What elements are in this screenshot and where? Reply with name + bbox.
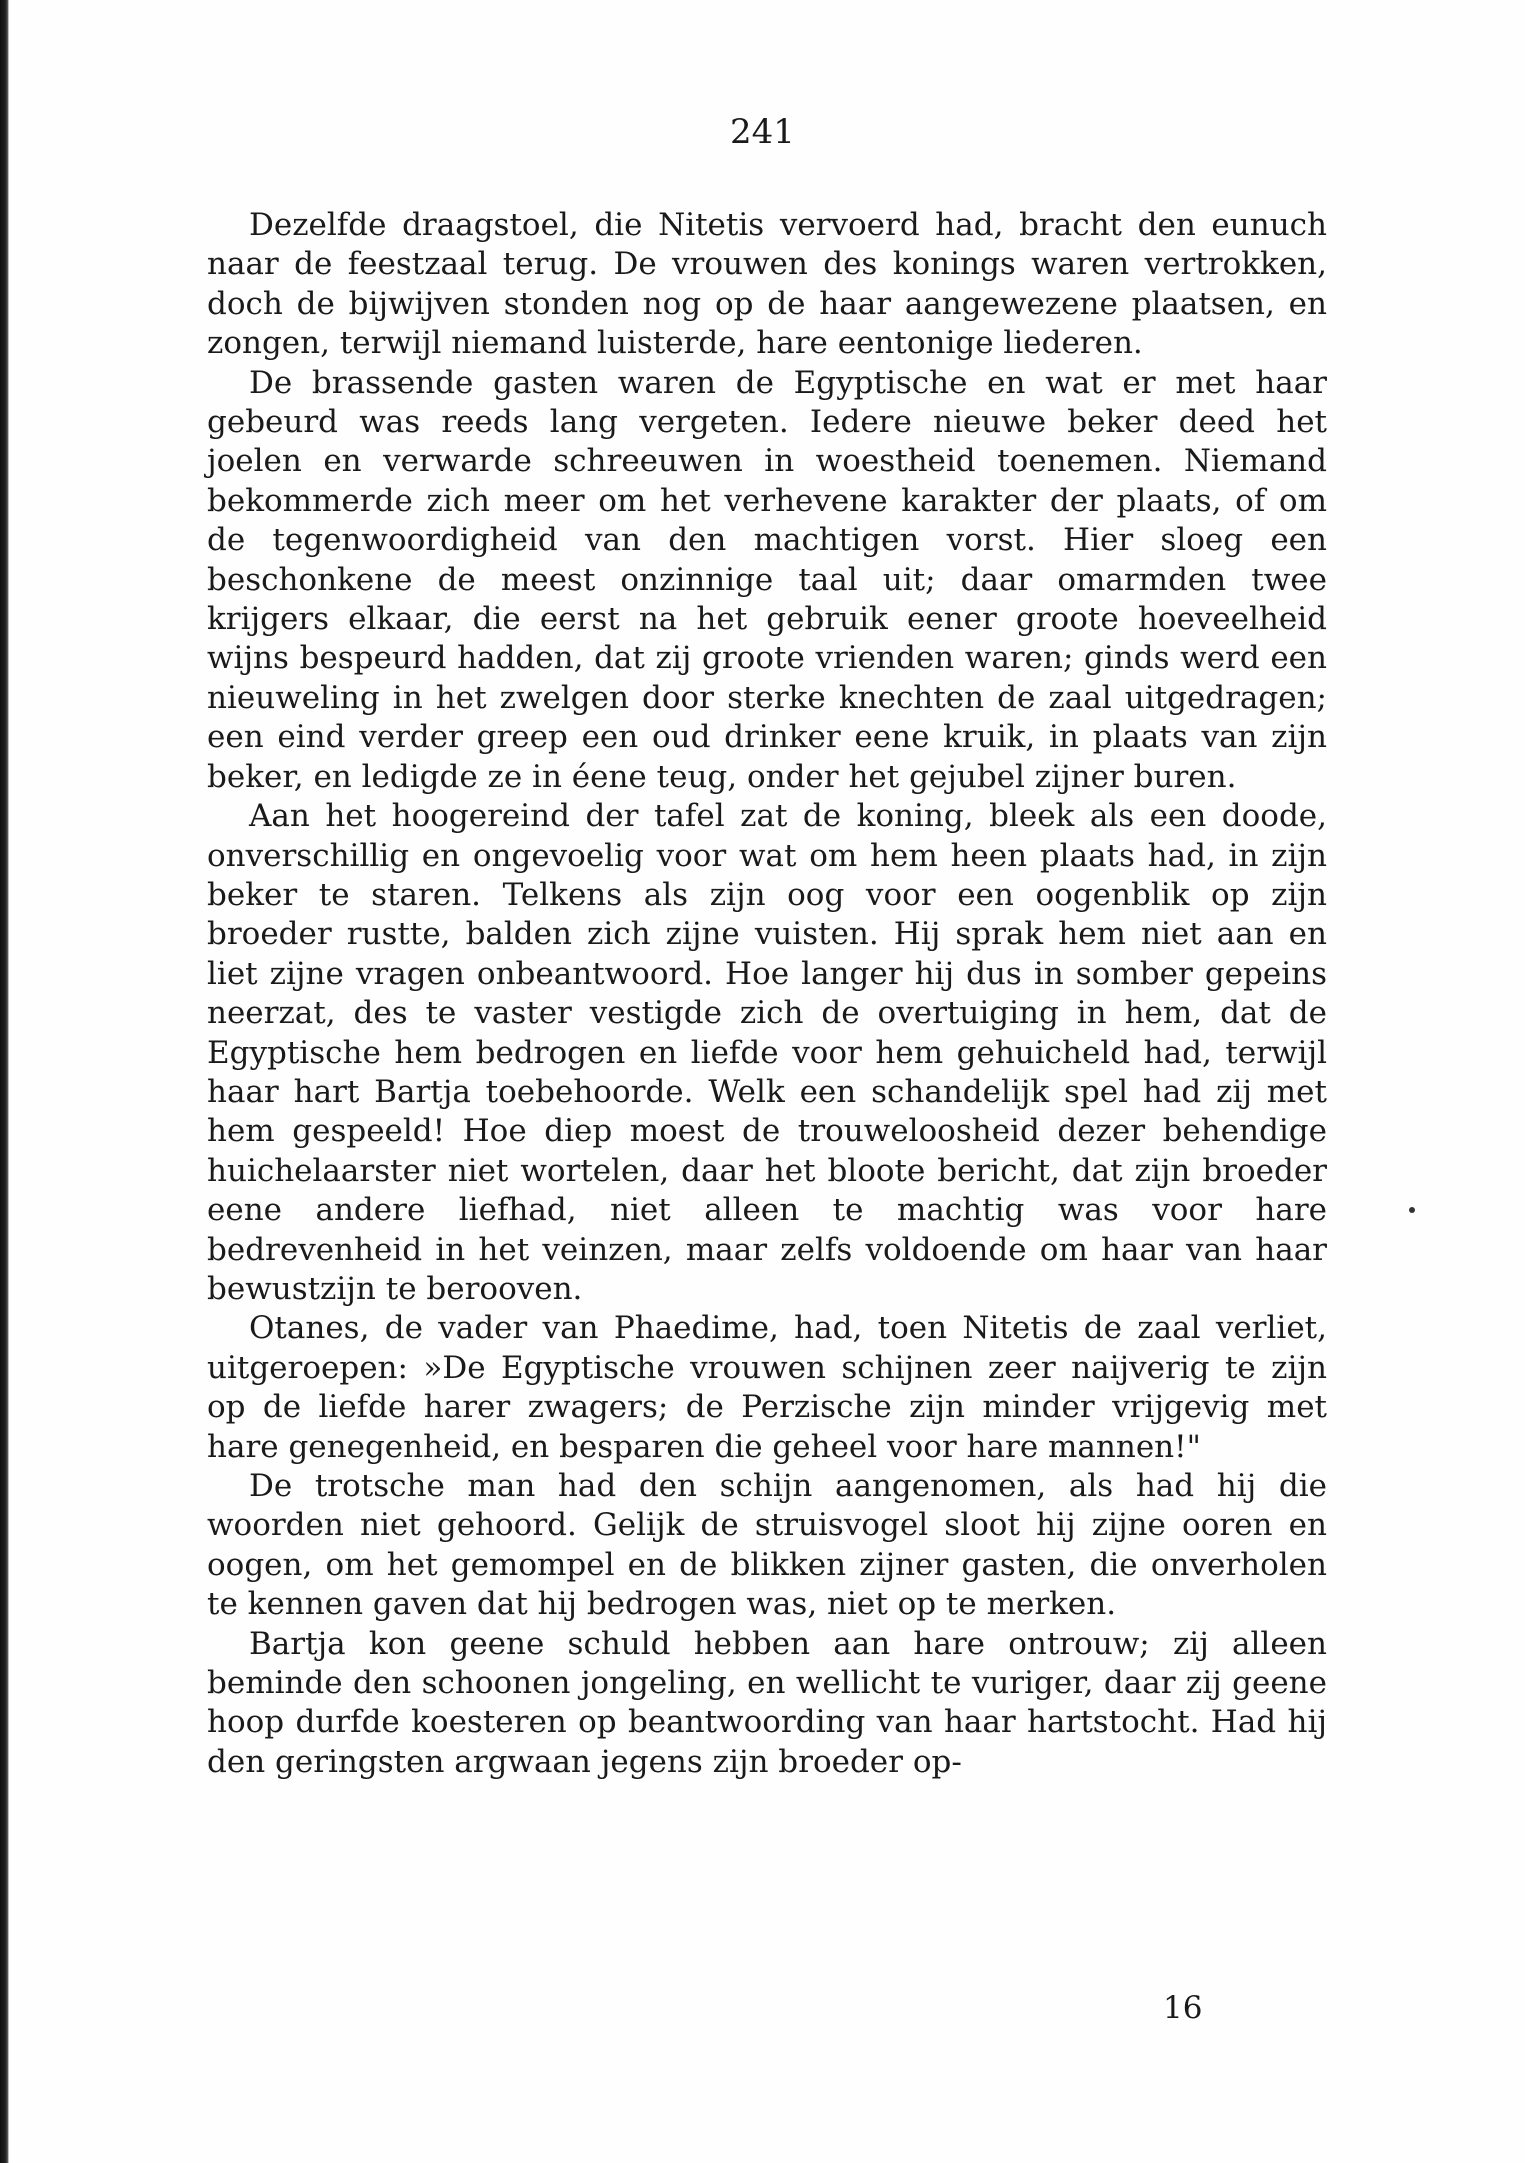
paragraph-5: De trotsche man had den schijn aangenomen, als had hij die woorden niet gehoord. Gelijk de struisvogel sloot hij zijne ooren en oogen, om het gemompel en de blikken zijner gasten, die onverholen te kennen gaven dat hij bedrogen was, niet op te merken.	[207, 1468, 1327, 1623]
signature-mark: 16	[1163, 1990, 1203, 2026]
paragraph-6: Bartja kon geene schuld hebben aan hare ontrouw; zij alleen beminde den schoonen jongeling, en wellicht te vuriger, daar zij geene hoop durfde koesteren op beantwoording van haar hartstocht. Had hij den geringsten argwaan jegens zijn broeder op-	[207, 1625, 1327, 1780]
paragraph-4: Otanes, de vader van Phaedime, had, toen Nitetis de zaal verliet, uitgeroepen: »De Egyptische vrouwen schijnen zeer naijverig te zijn op de liefde harer zwagers; de Perzische zijn minder vrijgevig met hare genegenheid, en besparen die geheel voor hare mannen!"	[207, 1310, 1327, 1465]
body-text	[207, 206, 1327, 1782]
paragraph-3: Aan het hoogereind der tafel zat de koning, bleek als een doode, onverschillig en ongevoelig voor wat om hem heen plaats had, in zijn beker te staren. Telkens als zijn oog voor een oogenblik op zijn broeder rustte, balden zich zijne vuisten. Hij sprak hem niet aan en liet zijne vragen onbeantwoord. Hoe langer hij dus in somber gepeins neerzat, des te vaster vestigde zich de overtuiging in hem, dat de Egyptische hem bedrogen en liefde voor hem gehuicheld had, terwijl haar hart Bartja toebehoorde. Welk een schandelijk spel had zij met hem gespeeld! Hoe diep moest de trouweloosheid dezer behendige huichelaarster niet wortelen, daar het bloote bericht, dat zijn broeder eene andere liefhad, niet alleen te machtig was voor hare bedrevenheid in het veinzen, maar zelfs voldoende om haar van haar bewustzijn te berooven.	[207, 798, 1327, 1307]
ink-speck	[1409, 1207, 1415, 1213]
binding-edge	[0, 0, 9, 2163]
paragraph-1: Dezelfde draagstoel, die Nitetis vervoerd had, bracht den eunuch naar de feestzaal terug. De vrouwen des konings waren vertrokken, doch de bijwijven stonden nog op de haar aangewezene plaatsen, en zongen, terwijl niemand luisterde, hare eentonige liederen.	[207, 207, 1327, 362]
paragraph-2: De brassende gasten waren de Egyptische en wat er met haar gebeurd was reeds lang vergeten. Iedere nieuwe beker deed het joelen en verwarde schreeuwen in woestheid toenemen. Niemand bekommerde zich meer om het verhevene karakter der plaats, of om de tegenwoordigheid van den machtigen vorst. Hier sloeg een beschonkene de meest onzinnige taal uit; daar omarmden twee krijgers elkaar, die eerst na het gebruik eener groote hoeveelheid wijns bespeurd hadden, dat zij groote vrienden waren; ginds werd een nieuweling in het zwelgen door sterke knechten de zaal uitgedragen; een eind verder greep een oud drinker eene kruik, in plaats van zijn beker, en ledigde ze in éene teug, onder het gejubel zijner buren.	[207, 364, 1327, 795]
page-number: 241	[730, 112, 795, 152]
